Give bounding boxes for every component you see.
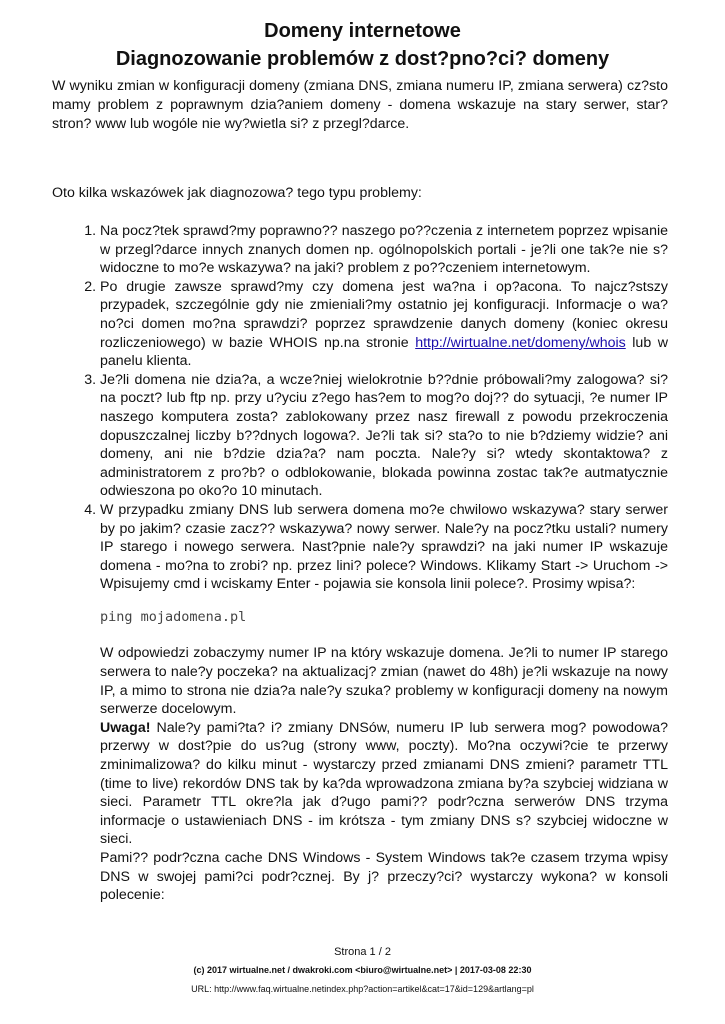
item-text: 4. W przypadku zmiany DNS lub serwera domena mo?e chwilowo wskazywa? stary serwer by po jakim? czasie zacz?? wskazywa? nowy serwer. Nale?y na pocz?tku ustali? numery IP starego i nowego serwera. Nast?pnie nale?y sprawdzi? na jaki numer IP wskazuje domena - mo?na to zrobi? np. przez lini? polece? Windows. Klikamy Start -> Uruchom -> Wpisujemy cmd i wciskamy Enter - pojawia sie konsola linii polece?. Prosimy wpisa?: <box>100 501 668 593</box>
tips-list <box>52 222 668 905</box>
list-item: 1. Na pocz?tek sprawd?my poprawno?? naszego po??czenia z internetem poprzez wpisanie w przegl?darce innych znanych domen np. ogólnopolskich portali - je?li one tak?e nie s? widoczne to mo?e wskazywa? na jaki? problem z po??czeniem internetowym. <box>100 222 668 278</box>
item-text: lub w panelu klienta. <box>100 334 668 370</box>
page-title: Domeny internetowe <box>264 20 461 42</box>
footer-copyright: (c) 2017 wirtualne.net / dwakroki.com <biuro@wirtualne.net> | 2017-03-08 22:30 <box>193 965 532 975</box>
list-item: 3. Je?li domena nie dzia?a, a wcze?niej wielokrotnie b??dnie próbowali?my zalogowa? si? na poczt? lub ftp np. przy u?yciu z?ego has?em to mog?o doj?? do sytuacji, ?e numer IP naszego komputera zosta? zablokowany przez nasz firewall z powodu przekroczenia dopuszczalnej liczby b??dnych logowa?. Je?li tak si? sta?o to nie b?dziemy widzie? ani domeny, ani nie b?dzie dzia?a? nam poczta. Nale?y si? wtedy skontaktowa? z administratorem z pro?b? o odblokowanie, blokada powinna zostac tak?e autmatycznie odwieszona po oko?o 10 minutach. <box>100 371 668 501</box>
tips-intro: Oto kilka wskazówek jak diagnozowa? tego typu problemy: <box>52 185 422 201</box>
item-text: W odpowiedzi zobaczymy numer IP na który wskazuje domena. Je?li to numer IP starego serwera to nale?y poczeka? na aktualizacj? zmian (nawet do 48h) je?li wskazuje na nowy IP, a mimo to strona nie dzia?a nale?y szuka? problemy w konfiguracji domeny na nowym serwerze docelowym. <box>100 645 668 718</box>
list-item <box>100 501 668 905</box>
warning-label: Uwaga! <box>100 719 151 736</box>
list-item <box>100 278 668 371</box>
whois-link[interactable]: http://wirtualne.net/domeny/whois <box>415 334 626 351</box>
page-subtitle: Diagnozowanie problemów z dost?pno?ci? domeny <box>115 48 610 70</box>
footer-url: URL: http://www.faq.wirtualne.netindex.php?action=artikel&cat=17&id=129&artlang=pl <box>191 984 534 994</box>
item-text: Po drugie zawsze sprawd?my czy domena jest wa?na i op?acona. To najcz?stszy przypadek, szczególnie gdy nie zmieniali?my ostatnio jej konfiguracji. Informacje o wa?no?ci domen mo?na sprawdzi? poprzez sprawdzenie danych domeny (koniec okresu rozliczeniowego) w bazie WHOIS np.na stronie <box>100 278 668 351</box>
warning-paragraph <box>100 719 668 849</box>
item-text: Pami?? podr?czna cache DNS Windows - System Windows tak?e czasem trzyma wpisy DNS w swojej pami?ci podr?cznej. By j? przeczy?ci? wystarczy wykona? w konsoli polecenie: <box>100 850 668 904</box>
warning-text: Nale?y pami?ta? i? zmiany DNSów, numeru IP lub serwera mog? powodowa? przerwy w dost?pie do us?ug (strony www, poczty). Mo?na oczywi?cie te przerwy zminimalizowa? do kilku minut - wystarczy przed zmianami DNS zmieni? parametr TTL (time to live) rekordów DNS tak by ka?da wprowadzona zmiana by?a szybciej widziana w sieci. Parametr TTL okre?la jak d?ugo pami?? podr?czna serwerów DNS trzyma informacje o ustawieniach DNS - im krótsza - tym zmiany DNS s? szybciej widoczne w sieci. <box>100 719 668 848</box>
page-number: Strona 1 / 2 <box>334 946 391 958</box>
intro-paragraph: W wyniku zmian w konfiguracji domeny (zmiana DNS, zmiana numeru IP, zmiana serwera) cz?sto mamy problem z poprawnym dzia?aniem domeny - domena wskazuje na stary serwer, star? stron? www lub wogóle nie wy?wietla si? z przegl?darce. <box>52 78 668 133</box>
ping-command: ping mojadomena.pl <box>100 608 247 625</box>
